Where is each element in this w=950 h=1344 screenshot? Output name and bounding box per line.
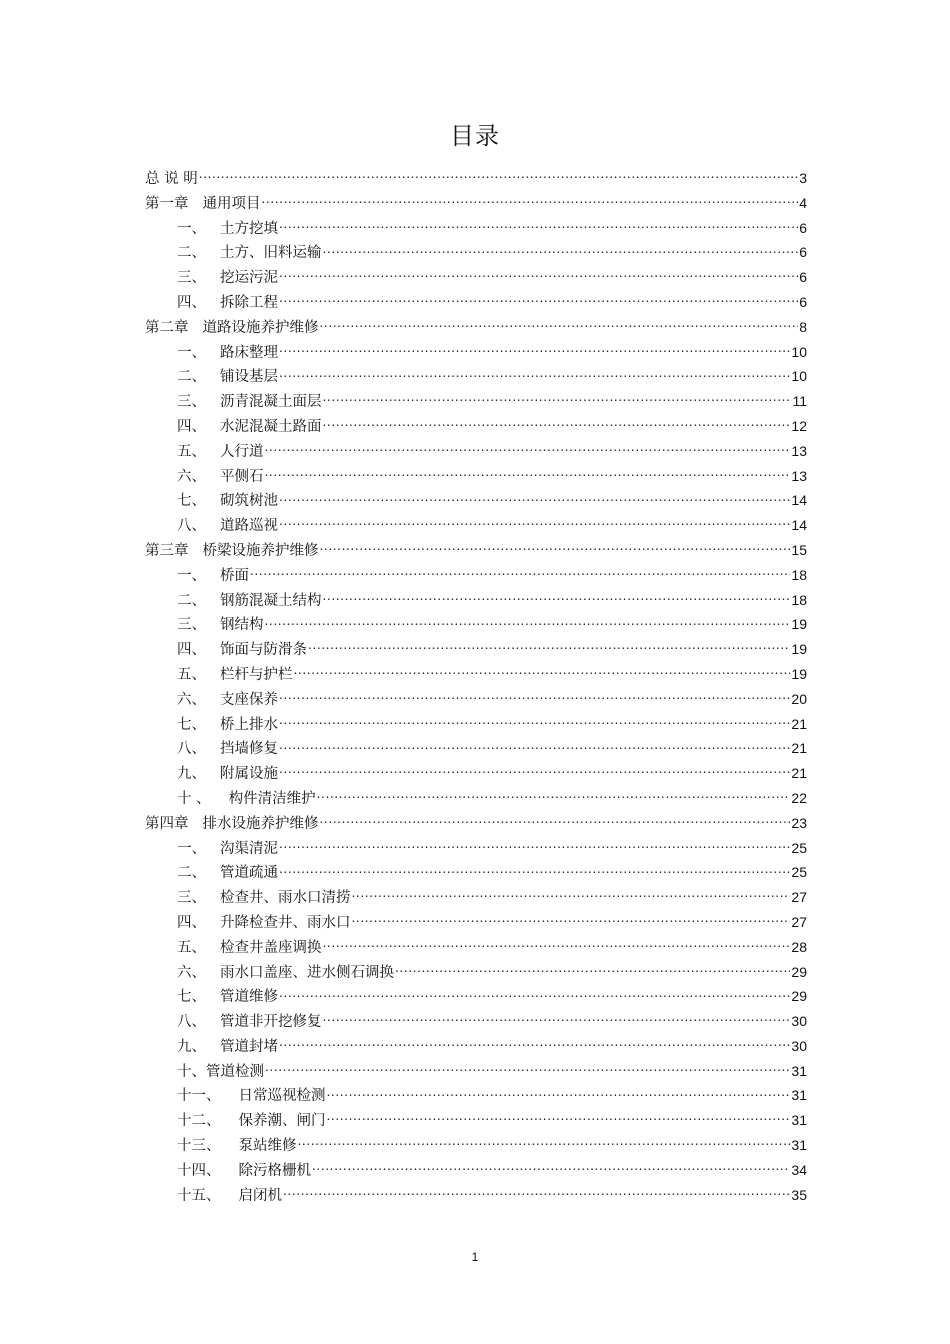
toc-entry-title: 人行道 [220, 443, 264, 460]
toc-entry[interactable] [145, 364, 807, 389]
toc-entry-title: 钢筋混凝土结构 [220, 592, 322, 609]
toc-entry[interactable] [145, 1183, 807, 1208]
toc-dot-leader [279, 516, 790, 530]
toc-entry-page: 29 [791, 988, 807, 1005]
toc-entry-title: 管道封堵 [220, 1038, 278, 1055]
toc-entry-number: 十三、 [177, 1138, 221, 1155]
toc-entry-page: 20 [791, 690, 807, 707]
toc-entry[interactable] [145, 1059, 807, 1084]
toc-entry[interactable] [145, 811, 807, 836]
toc-entry[interactable] [145, 414, 807, 439]
toc-entry-page: 15 [791, 541, 807, 558]
toc-dot-leader [279, 764, 790, 778]
toc-entry-page: 30 [791, 1037, 807, 1054]
toc-entry-page: 31 [791, 1137, 807, 1154]
toc-entry-page: 25 [791, 839, 807, 856]
toc-dot-leader [279, 739, 790, 753]
toc-entry[interactable] [145, 984, 807, 1009]
toc-entry[interactable] [145, 1009, 807, 1034]
toc-entry-title: 饰面与防滑条 [220, 642, 307, 659]
toc-entry-number: 七、 [177, 493, 206, 510]
toc-entry[interactable] [145, 563, 807, 588]
toc-entry-number: 十二、 [177, 1113, 221, 1130]
toc-entry[interactable] [145, 662, 807, 687]
toc-dot-leader [395, 963, 790, 977]
toc-entry-page: 3 [799, 170, 807, 186]
toc-dot-leader [323, 417, 791, 431]
toc-entry-number: 第四章 [145, 815, 189, 832]
toc-dot-leader [265, 442, 791, 456]
toc-entry-page: 25 [791, 864, 807, 881]
toc-entry-page: 29 [791, 963, 807, 980]
toc-entry-page: 18 [791, 566, 807, 583]
toc-entry-number: 二、 [177, 865, 206, 882]
toc-dot-leader [265, 615, 791, 629]
toc-dot-leader [352, 888, 791, 902]
toc-entry[interactable] [145, 240, 807, 265]
toc-dot-leader [323, 938, 791, 952]
toc-dot-leader [279, 219, 798, 233]
toc-entry-page: 21 [791, 765, 807, 782]
toc-entry[interactable] [145, 1108, 807, 1133]
toc-entry-number: 七、 [177, 716, 206, 733]
toc-entry-title: 土方、旧料运输 [220, 245, 322, 262]
toc-dot-leader [250, 566, 790, 580]
toc-entry-number: 五、 [177, 939, 206, 956]
toc-dot-leader [327, 1111, 791, 1125]
toc-dot-leader [279, 293, 798, 307]
toc-entry-number: 六、 [177, 691, 206, 708]
toc-entry-number: 二、 [177, 369, 206, 386]
toc-entry-title: 排水设施养护维修 [202, 815, 319, 832]
toc-entry-number: 一、 [177, 567, 206, 584]
toc-entry-title: 管道疏通 [220, 865, 278, 882]
toc-dot-leader [320, 541, 791, 555]
toc-entry-page: 21 [791, 715, 807, 732]
toc-dot-leader [320, 318, 799, 332]
page-title: 目录 [450, 122, 500, 150]
toc-dot-leader [352, 913, 791, 927]
toc-entry-page: 6 [799, 269, 807, 286]
toc-entry-number: 五、 [177, 666, 206, 683]
toc-entry-title: 检查井盖座调换 [220, 939, 322, 956]
toc-entry-page: 34 [791, 1161, 807, 1178]
toc-entry-number: 四、 [177, 914, 206, 931]
toc-entry[interactable] [145, 513, 807, 538]
toc-dot-leader [279, 343, 790, 357]
toc-entry[interactable] [145, 265, 807, 290]
toc-entry-title: 水泥混凝土路面 [220, 418, 322, 435]
toc-entry-page: 6 [799, 293, 807, 310]
toc-entry[interactable] [145, 860, 807, 885]
toc-entry-number: 八、 [177, 1014, 206, 1031]
toc-entry-number: 十一、 [177, 1088, 221, 1105]
toc-entry-page: 22 [791, 789, 807, 806]
toc-entry[interactable] [145, 1083, 807, 1108]
toc-dot-leader [279, 491, 790, 505]
toc-entry[interactable] [145, 786, 807, 811]
toc-entry-page: 13 [791, 467, 807, 484]
toc-entry-page: 31 [791, 1112, 807, 1129]
toc-dot-leader [279, 863, 790, 877]
toc-entry[interactable] [145, 488, 807, 513]
toc-dot-leader [283, 1186, 790, 1200]
toc-entry-title: 支座保养 [220, 691, 278, 708]
toc-entry-page: 10 [791, 343, 807, 360]
toc-entry-title: 桥梁设施养护维修 [202, 542, 319, 559]
toc-entry-title: 总 说 明 [145, 171, 198, 187]
toc-entry-title: 管道维修 [220, 989, 278, 1006]
toc-entry-title: 升降检查井、雨水口 [220, 914, 351, 931]
toc-dot-leader [279, 715, 790, 729]
toc-dot-leader [265, 1062, 790, 1076]
toc-entry-number: 二、 [177, 245, 206, 262]
toc-entry-page: 18 [791, 591, 807, 608]
toc-entry-number: 九、 [177, 766, 206, 783]
toc-entry[interactable] [145, 960, 807, 985]
toc-entry-title: 除污格栅机 [238, 1162, 311, 1179]
toc-entry-number: 十四、 [177, 1162, 221, 1179]
toc-entry-title: 路床整理 [220, 344, 278, 361]
toc-entry-page: 31 [791, 1062, 807, 1079]
toc-entry-title: 桥面 [220, 567, 249, 584]
toc-entry-title: 泵站维修 [238, 1138, 297, 1155]
toc-entry-number: 四、 [177, 418, 206, 435]
toc-entry[interactable] [145, 290, 807, 315]
toc-dot-leader [308, 640, 790, 654]
toc-entry-page: 28 [791, 938, 807, 955]
toc-entry-title: 启闭机 [238, 1187, 282, 1204]
toc-entry-title: 平侧石 [220, 468, 264, 485]
toc-entry-title: 保养潮、闸门 [238, 1113, 326, 1130]
toc-entry-number: 第一章 [145, 195, 189, 212]
toc-dot-leader [323, 591, 791, 605]
toc-entry[interactable] [145, 216, 807, 241]
toc-entry[interactable] [145, 836, 807, 861]
toc-entry-number: 十、 [177, 1063, 206, 1080]
toc-entry-number: 三、 [177, 890, 206, 907]
toc-entry-title: 管道检测 [206, 1063, 264, 1080]
toc-entry-title: 构件清洁维护 [228, 790, 316, 807]
toc-dot-leader [265, 467, 791, 481]
toc-entry-number: 八、 [177, 741, 206, 758]
toc-entry-title: 栏杆与护栏 [220, 666, 293, 683]
toc-entry-page: 12 [791, 417, 807, 434]
toc-entry-number: 五、 [177, 443, 206, 460]
table-of-contents [145, 166, 807, 1207]
toc-entry-title: 沥青混凝土面层 [220, 394, 322, 411]
toc-entry-page: 27 [791, 913, 807, 930]
toc-entry[interactable] [145, 612, 807, 637]
toc-entry-title: 管道非开挖修复 [220, 1014, 322, 1031]
toc-entry[interactable] [145, 340, 807, 365]
toc-entry-title: 砌筑树池 [220, 493, 278, 510]
toc-entry-page: 19 [791, 665, 807, 682]
toc-dot-leader [279, 987, 790, 1001]
toc-entry-number: 第三章 [145, 542, 189, 559]
toc-entry-number: 一、 [177, 840, 206, 857]
toc-dot-leader [294, 665, 791, 679]
toc-entry-title: 沟渠清泥 [220, 840, 278, 857]
toc-entry-number: 三、 [177, 394, 206, 411]
toc-entry-page: 21 [791, 740, 807, 757]
toc-entry-number: 十五、 [177, 1187, 221, 1204]
toc-dot-leader [312, 1161, 790, 1175]
toc-dot-leader [298, 1136, 791, 1150]
toc-entry[interactable] [145, 1158, 807, 1183]
toc-entry-number: 十 、 [177, 790, 211, 807]
toc-entry[interactable] [145, 166, 807, 191]
toc-entry[interactable] [145, 389, 807, 414]
toc-dot-leader [317, 789, 791, 803]
toc-entry-number: 九、 [177, 1038, 206, 1055]
toc-entry-number: 一、 [177, 220, 206, 237]
toc-dot-leader [323, 392, 792, 406]
toc-entry-page: 19 [791, 616, 807, 633]
toc-entry-title: 挡墙修复 [220, 741, 278, 758]
toc-dot-leader [327, 1086, 791, 1100]
toc-entry-page: 19 [791, 641, 807, 658]
toc-entry[interactable] [145, 687, 807, 712]
toc-entry[interactable] [145, 464, 807, 489]
page-number: 1 [471, 1250, 479, 1264]
toc-entry[interactable] [145, 910, 807, 935]
toc-entry-number: 三、 [177, 270, 206, 287]
toc-dot-leader [199, 169, 798, 183]
toc-entry[interactable] [145, 712, 807, 737]
toc-entry-title: 钢结构 [220, 617, 264, 634]
toc-entry[interactable] [145, 315, 807, 340]
toc-dot-leader [262, 194, 799, 208]
toc-entry-number: 七、 [177, 989, 206, 1006]
toc-entry[interactable] [145, 538, 807, 563]
toc-entry-page: 8 [799, 318, 807, 335]
toc-entry-number: 四、 [177, 294, 206, 311]
toc-entry-title: 拆除工程 [220, 294, 278, 311]
toc-dot-leader [279, 268, 798, 282]
toc-entry-page: 14 [791, 517, 807, 534]
toc-dot-leader [279, 839, 790, 853]
toc-entry-page: 13 [791, 442, 807, 459]
toc-entry-page: 6 [799, 219, 807, 236]
toc-entry[interactable] [145, 885, 807, 910]
toc-entry[interactable] [145, 191, 807, 216]
toc-entry-title: 日常巡视检测 [238, 1088, 326, 1105]
toc-entry[interactable] [145, 761, 807, 786]
toc-entry-title: 检查井、雨水口清捞 [220, 890, 351, 907]
toc-entry[interactable] [145, 736, 807, 761]
toc-entry-title: 桥上排水 [220, 716, 278, 733]
toc-entry-title: 道路设施养护维修 [202, 319, 319, 336]
toc-dot-leader [323, 243, 799, 257]
toc-entry-title: 通用项目 [202, 195, 261, 212]
toc-entry-number: 第二章 [145, 319, 189, 336]
toc-entry[interactable] [145, 1133, 807, 1158]
toc-entry-number: 一、 [177, 344, 206, 361]
toc-entry-title: 土方挖填 [220, 220, 278, 237]
toc-entry-page: 11 [792, 393, 807, 410]
toc-entry-page: 31 [791, 1087, 807, 1104]
toc-entry-number: 六、 [177, 468, 206, 485]
toc-entry[interactable] [145, 935, 807, 960]
toc-entry[interactable] [145, 637, 807, 662]
toc-entry[interactable] [145, 439, 807, 464]
toc-entry-number: 六、 [177, 964, 206, 981]
toc-dot-leader [320, 814, 791, 828]
toc-entry-page: 30 [791, 1013, 807, 1030]
toc-entry-title: 道路巡视 [220, 518, 278, 535]
toc-entry-page: 6 [799, 244, 807, 261]
toc-entry[interactable] [145, 588, 807, 613]
toc-entry-page: 23 [791, 814, 807, 831]
toc-dot-leader [279, 1037, 790, 1051]
toc-entry-title: 挖运污泥 [220, 270, 278, 287]
toc-dot-leader [279, 367, 790, 381]
toc-entry-number: 三、 [177, 617, 206, 634]
toc-entry-page: 10 [791, 368, 807, 385]
toc-entry-page: 27 [791, 889, 807, 906]
toc-entry-number: 八、 [177, 518, 206, 535]
toc-entry[interactable] [145, 1034, 807, 1059]
toc-entry-number: 四、 [177, 642, 206, 659]
toc-entry-title: 附属设施 [220, 766, 278, 783]
toc-entry-title: 铺设基层 [220, 369, 278, 386]
toc-dot-leader [323, 1012, 791, 1026]
toc-dot-leader [279, 690, 790, 704]
toc-entry-number: 二、 [177, 592, 206, 609]
toc-entry-page: 14 [791, 492, 807, 509]
toc-entry-page: 4 [799, 194, 807, 211]
toc-entry-title: 雨水口盖座、进水侧石调换 [220, 964, 394, 981]
toc-entry-page: 35 [791, 1186, 807, 1203]
